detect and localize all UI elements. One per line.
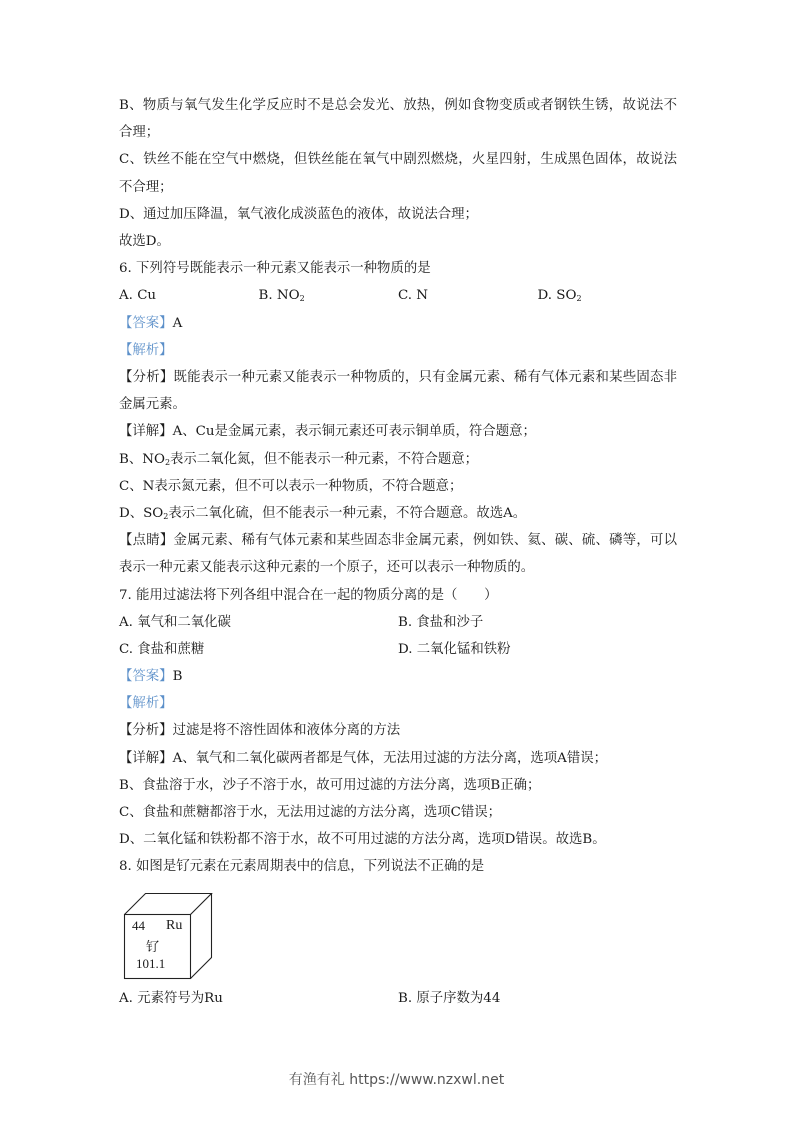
q6-xiangjie-d — [119, 500, 677, 527]
fenxi-tag: 【分析】 — [119, 723, 173, 739]
explanation-conclusion: 故选D。 — [119, 234, 170, 249]
text: 表示二氧化硫，但不能表示一种元素，不符合题意。故选A。 — [168, 505, 527, 521]
q6-xiangjie-b — [119, 446, 677, 473]
q6-analysis-heading — [119, 337, 677, 364]
q7-xiangjie-a — [119, 745, 677, 772]
option-label: C. — [398, 288, 417, 304]
explanation-line-c: C、铁丝不能在空气中燃烧，但铁丝能在氧气中剧烈燃烧，火星四射，生成黑色固体，故说法不合理； — [119, 152, 677, 195]
q6-option-a — [119, 282, 259, 309]
xiangjie-tag: 【详解】 — [119, 424, 173, 440]
explanation-line-b: B、物质与氧气发生化学反应时不是总会发光、放热，例如食物变质或者钢铁生锈，故说法不合理； — [119, 98, 677, 141]
q6-option-c — [398, 282, 538, 309]
option-text: 食盐和沙子 — [416, 614, 484, 630]
xiangjie-tag: 【详解】 — [119, 750, 173, 766]
dianjing-tag: 【点睛】 — [119, 533, 174, 549]
subscript: 2 — [299, 294, 305, 304]
q7-options-row1 — [119, 609, 677, 636]
answer-value: B — [172, 669, 183, 685]
option-label: B. — [258, 288, 277, 304]
fenxi-tag: 【分析】 — [119, 369, 174, 385]
analysis-tag: 【解析】 — [119, 696, 173, 712]
analysis-tag: 【解析】 — [119, 342, 173, 358]
option-text: NO — [276, 288, 300, 304]
q6-options — [119, 282, 677, 309]
fenxi-text: 过滤是将不溶性固体和液体分离的方法 — [172, 723, 401, 739]
q7-option-c — [119, 636, 398, 663]
text: D、SO — [119, 505, 164, 521]
answer-tag: 【答案】 — [119, 669, 173, 685]
document-page — [119, 92, 677, 1012]
option-label: B. — [398, 990, 417, 1006]
fenxi-text: 既能表示一种元素又能表示一种物质的，只有金属元素、稀有气体元素和某些固态非金属元素。 — [119, 369, 678, 413]
option-label: B. — [398, 614, 417, 630]
option-label: C. — [119, 641, 138, 657]
q7-options-row2 — [119, 636, 677, 663]
q7-analysis-heading — [119, 690, 677, 717]
q7-xiangjie-b: B、食盐溶于水，沙子不溶于水，故可用过滤的方法分离，选项B正确； — [119, 777, 541, 793]
subscript: 2 — [163, 511, 169, 521]
explanation-line-d: D、通过加压降温，氧气液化成淡蓝色的液体，故说法合理； — [119, 206, 478, 222]
option-text: 元素符号为Ru — [137, 990, 223, 1006]
q6-option-b — [259, 282, 399, 309]
q7-answer — [119, 663, 677, 690]
text: 表示二氧化氮，但不能表示一种元素，不符合题意； — [170, 451, 479, 467]
option-label: A. — [119, 288, 138, 304]
q7-stem: 7. 能用过滤法将下列各组中混合在一起的物质分离的是（ ） — [119, 587, 498, 603]
subscript: 2 — [164, 457, 171, 467]
q7-option-d — [398, 636, 677, 663]
answer-tag: 【答案】 — [119, 315, 173, 331]
q6-xiangjie-a — [119, 418, 677, 445]
element-symbol: Ru — [166, 917, 183, 933]
option-text: 原子序数为44 — [416, 990, 501, 1006]
option-label: A. — [119, 614, 138, 630]
q8-stem: 8. 如图是钌元素在元素周期表中的信息，下列说法不正确的是 — [119, 859, 485, 875]
element-name: 钌 — [146, 939, 160, 955]
xiangjie-text: A、Cu是金属元素，表示铜元素还可表示铜单质，符合题意； — [172, 424, 536, 440]
q6-xiangjie-c: C、N表示氮元素，但不可以表示一种物质，不符合题意； — [119, 478, 463, 494]
q7-option-b — [398, 609, 677, 636]
option-text: N — [416, 288, 428, 304]
option-text: 氧气和二氧化碳 — [137, 614, 231, 630]
answer-value: A — [172, 315, 183, 331]
q7-fenxi — [119, 717, 677, 744]
q7-xiangjie-d: D、二氧化锰和铁粉都不溶于水，故不可用过滤的方法分离，选项D错误。故选B。 — [119, 832, 606, 848]
q7-option-a — [119, 609, 398, 636]
q6-stem: 6. 下列符号既能表示一种元素又能表示一种物质的是 — [119, 261, 431, 277]
q6-dianjing — [119, 527, 677, 581]
option-label: A. — [119, 990, 138, 1006]
atomic-number: 44 — [132, 917, 145, 933]
q8-option-b — [398, 985, 677, 1012]
periodic-element-figure — [119, 891, 219, 981]
footer-watermark: 有渔有礼 https://www.nzxwl.net — [288, 1072, 505, 1088]
option-text: Cu — [137, 288, 157, 304]
xiangjie-text: A、氧气和二氧化碳两者都是气体，无法用过滤的方法分离，选项A错误； — [172, 750, 608, 766]
text: B、NO — [119, 451, 165, 467]
option-label: D. — [537, 288, 557, 304]
option-text: 二氧化锰和铁粉 — [416, 641, 511, 657]
atomic-mass: 101.1 — [136, 955, 166, 971]
q8-options-row1 — [119, 985, 677, 1012]
q6-option-d — [538, 282, 678, 309]
subscript: 2 — [576, 294, 582, 304]
q8-option-a — [119, 985, 398, 1012]
q6-fenxi — [119, 364, 677, 418]
dianjing-text: 金属元素、稀有气体元素和某些固态非金属元素，例如铁、氦、碳、硫、磷等，可以表示一种元素又能表示这种元素的一个原子，还可以表示一种物质的。 — [119, 533, 678, 576]
cube-outline-icon — [119, 891, 219, 983]
option-text: SO — [556, 288, 577, 304]
q6-answer — [119, 310, 677, 337]
q7-xiangjie-c: C、食盐和蔗糖都溶于水，无法用过滤的方法分离，选项C错误； — [119, 805, 502, 820]
option-label: D. — [398, 641, 417, 657]
option-text: 食盐和蔗糖 — [137, 641, 205, 657]
